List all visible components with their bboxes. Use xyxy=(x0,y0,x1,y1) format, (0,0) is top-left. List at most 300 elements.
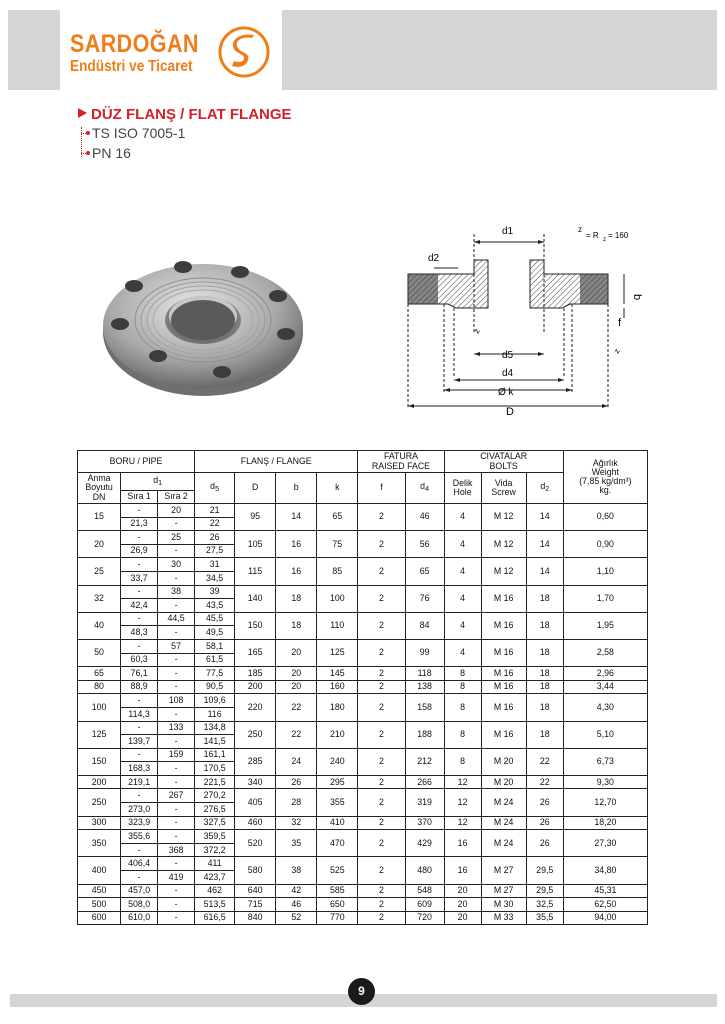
table-cell: 185 xyxy=(235,667,276,681)
table-cell: 423,7 xyxy=(195,871,235,885)
table-cell: 250 xyxy=(235,721,276,748)
table-cell: 20 xyxy=(444,911,481,925)
table-cell: 32 xyxy=(276,816,317,830)
table-cell: 65 xyxy=(78,667,121,681)
header-bolts: CIVATALAR BOLTS xyxy=(444,451,563,473)
table-cell: 266 xyxy=(405,775,444,789)
table-cell: - xyxy=(121,721,158,735)
table-cell: 640 xyxy=(235,884,276,898)
table-cell: - xyxy=(158,816,195,830)
table-cell: 16 xyxy=(276,558,317,585)
table-row xyxy=(78,857,648,871)
table-cell: 419 xyxy=(158,871,195,885)
table-cell: 8 xyxy=(444,680,481,694)
table-cell: 49,5 xyxy=(195,626,235,640)
table-cell: 20 xyxy=(78,531,121,558)
table-cell: 18 xyxy=(526,694,563,721)
table-cell: M 16 xyxy=(481,585,526,612)
header-dn: Anma Boyutu DN xyxy=(78,473,121,504)
table-cell: - xyxy=(158,517,195,531)
table-row xyxy=(78,830,648,844)
table-cell: 15 xyxy=(78,504,121,531)
table-cell: 2 xyxy=(358,911,405,925)
table-cell: 188 xyxy=(405,721,444,748)
table-cell: M 24 xyxy=(481,789,526,816)
table-cell: - xyxy=(121,585,158,599)
table-cell: - xyxy=(158,898,195,912)
table-cell: 35 xyxy=(276,830,317,857)
table-cell: 720 xyxy=(405,911,444,925)
table-cell: 8 xyxy=(444,748,481,775)
table-cell: 18,20 xyxy=(563,816,647,830)
table-cell: M 16 xyxy=(481,612,526,639)
table-cell: 26 xyxy=(526,816,563,830)
table-cell: 125 xyxy=(317,639,358,666)
table-cell: 57 xyxy=(158,639,195,653)
table-cell: 240 xyxy=(317,748,358,775)
table-cell: 21,3 xyxy=(121,517,158,531)
table-cell: 28 xyxy=(276,789,317,816)
table-cell: 88,9 xyxy=(121,680,158,694)
table-cell: 4 xyxy=(444,558,481,585)
flange-dimensions-table xyxy=(77,450,648,925)
table-cell: 2 xyxy=(358,694,405,721)
table-cell: 2 xyxy=(358,585,405,612)
table-cell: M 16 xyxy=(481,694,526,721)
table-cell: 212 xyxy=(405,748,444,775)
table-cell: 160 xyxy=(317,680,358,694)
table-row xyxy=(78,721,648,735)
table-cell: 4 xyxy=(444,504,481,531)
table-cell: 355,6 xyxy=(121,830,158,844)
table-cell: 0,90 xyxy=(563,531,647,558)
table-cell: 18 xyxy=(526,667,563,681)
triangle-bullet-icon xyxy=(78,108,87,118)
table-cell: 34,5 xyxy=(195,571,235,585)
header-f: f xyxy=(358,473,405,504)
table-cell: 180 xyxy=(317,694,358,721)
table-cell: 105 xyxy=(235,531,276,558)
svg-text:z: z xyxy=(471,327,482,335)
table-cell: 27,30 xyxy=(563,830,647,857)
table-cell: 25 xyxy=(78,558,121,585)
table-cell: 109,6 xyxy=(195,694,235,708)
table-cell: 2 xyxy=(358,789,405,816)
page-number: 9 xyxy=(348,978,375,1005)
table-cell: 2,96 xyxy=(563,667,647,681)
table-cell: 513,5 xyxy=(195,898,235,912)
table-cell: 50 xyxy=(78,639,121,666)
table-cell: 29,5 xyxy=(526,857,563,884)
table-cell: 38 xyxy=(276,857,317,884)
standard-item xyxy=(80,123,185,143)
label-rz-sub: z xyxy=(603,237,606,243)
table-cell: 220 xyxy=(235,694,276,721)
label-f: f xyxy=(618,317,622,329)
table-row xyxy=(78,748,648,762)
table-cell: 22 xyxy=(276,721,317,748)
table-cell: 20 xyxy=(158,504,195,518)
table-cell: 370 xyxy=(405,816,444,830)
table-cell: 2 xyxy=(358,816,405,830)
table-cell: - xyxy=(158,857,195,871)
table-cell: 9,30 xyxy=(563,775,647,789)
table-cell: 24 xyxy=(276,748,317,775)
table-cell: 38 xyxy=(158,585,195,599)
table-cell: 429 xyxy=(405,830,444,857)
header-b: b xyxy=(276,473,317,504)
table-cell: 75 xyxy=(317,531,358,558)
table-cell: 141,5 xyxy=(195,735,235,749)
table-row xyxy=(78,911,648,925)
table-cell: - xyxy=(121,871,158,885)
table-cell: M 27 xyxy=(481,857,526,884)
table-cell: 8 xyxy=(444,694,481,721)
table-cell: 12 xyxy=(444,775,481,789)
table-cell: 34,80 xyxy=(563,857,647,884)
table-cell: 21 xyxy=(195,504,235,518)
table-cell: 610,0 xyxy=(121,911,158,925)
table-cell: 200 xyxy=(78,775,121,789)
table-cell: 2 xyxy=(358,748,405,775)
table-cell: 2 xyxy=(358,639,405,666)
table-cell: 300 xyxy=(78,816,121,830)
table-cell: - xyxy=(158,830,195,844)
label-d2: d2 xyxy=(428,253,440,264)
table-cell: 90,5 xyxy=(195,680,235,694)
page-title xyxy=(78,106,292,123)
table-cell: 26 xyxy=(195,531,235,545)
table-cell: 2 xyxy=(358,531,405,558)
table-cell: 139,7 xyxy=(121,735,158,749)
table-row xyxy=(78,612,648,626)
table-cell: 150 xyxy=(78,748,121,775)
table-cell: 2 xyxy=(358,898,405,912)
page-title-text: DÜZ FLANŞ / FLAT FLANGE xyxy=(91,106,292,123)
table-cell: 400 xyxy=(78,857,121,884)
table-cell: 42 xyxy=(276,884,317,898)
table-cell: 4 xyxy=(444,585,481,612)
table-cell: 170,5 xyxy=(195,762,235,776)
table-cell: 295 xyxy=(317,775,358,789)
table-cell: 20 xyxy=(444,898,481,912)
table-cell: 650 xyxy=(317,898,358,912)
header-d2: $d_2$ xyxy=(526,473,563,504)
table-cell: 58,1 xyxy=(195,639,235,653)
table-cell: 2 xyxy=(358,775,405,789)
table-cell: - xyxy=(158,803,195,817)
table-cell: M 12 xyxy=(481,558,526,585)
table-cell: - xyxy=(121,694,158,708)
table-cell: 585 xyxy=(317,884,358,898)
table-cell: 40 xyxy=(78,612,121,639)
table-cell: 165 xyxy=(235,639,276,666)
label-rz: = R xyxy=(586,231,599,240)
table-cell: 20 xyxy=(276,667,317,681)
brand-logo-icon xyxy=(218,26,270,78)
table-cell: 267 xyxy=(158,789,195,803)
table-cell: 26 xyxy=(276,775,317,789)
table-cell: M 16 xyxy=(481,639,526,666)
table-cell: 405 xyxy=(235,789,276,816)
standard-item xyxy=(80,143,185,163)
table-cell: 168,3 xyxy=(121,762,158,776)
table-cell: 18 xyxy=(276,612,317,639)
table-cell: 368 xyxy=(158,843,195,857)
brand-name: SARDOĞAN xyxy=(70,30,199,58)
table-row xyxy=(78,816,648,830)
table-cell: 43,5 xyxy=(195,599,235,613)
table-cell: 65 xyxy=(405,558,444,585)
table-cell: 12 xyxy=(444,816,481,830)
table-cell: 406,4 xyxy=(121,857,158,871)
table-cell: M 16 xyxy=(481,721,526,748)
table-cell: 200 xyxy=(235,680,276,694)
table-cell: 26 xyxy=(526,830,563,857)
table-cell: 16 xyxy=(444,830,481,857)
table-cell: 616,5 xyxy=(195,911,235,925)
table-cell: 27,5 xyxy=(195,544,235,558)
table-cell: 0,60 xyxy=(563,504,647,531)
table-cell: - xyxy=(158,653,195,667)
header-flange: FLANŞ / FLANGE xyxy=(195,451,358,473)
table-cell: 18 xyxy=(526,680,563,694)
table-cell: 16 xyxy=(276,531,317,558)
table-cell: 95 xyxy=(235,504,276,531)
label-d4: d4 xyxy=(502,368,514,379)
table-cell: 20 xyxy=(276,639,317,666)
table-cell: 115 xyxy=(235,558,276,585)
table-cell: M 30 xyxy=(481,898,526,912)
table-cell: 462 xyxy=(195,884,235,898)
label-D: D xyxy=(506,406,514,418)
table-cell: 580 xyxy=(235,857,276,884)
table-row xyxy=(78,667,648,681)
header-d4: $d_4$ xyxy=(405,473,444,504)
table-cell: - xyxy=(158,762,195,776)
table-cell: - xyxy=(121,843,158,857)
table-cell: 35,5 xyxy=(526,911,563,925)
table-row xyxy=(78,680,648,694)
table-cell: 323,9 xyxy=(121,816,158,830)
table-cell: 158 xyxy=(405,694,444,721)
table-cell: 2 xyxy=(358,884,405,898)
label-k: Ø k xyxy=(498,387,514,398)
table-cell: 457,0 xyxy=(121,884,158,898)
label-d5: d5 xyxy=(502,350,514,361)
table-cell: - xyxy=(158,626,195,640)
table-cell: 16 xyxy=(444,857,481,884)
table-cell: - xyxy=(121,639,158,653)
table-cell: 85 xyxy=(317,558,358,585)
table-row xyxy=(78,898,648,912)
table-cell: 500 xyxy=(78,898,121,912)
table-cell: 46 xyxy=(405,504,444,531)
header-weight: Ağırlık Weight (7,85 kg/dm³) kg. xyxy=(563,451,647,504)
table-cell: 2 xyxy=(358,857,405,884)
table-row xyxy=(78,531,648,545)
table-cell: 133 xyxy=(158,721,195,735)
table-cell: 609 xyxy=(405,898,444,912)
table-cell: 12,70 xyxy=(563,789,647,816)
table-cell: 14 xyxy=(526,504,563,531)
standard-text: TS ISO 7005-1 xyxy=(92,125,186,141)
table-cell: 48,3 xyxy=(121,626,158,640)
table-cell: 18 xyxy=(526,612,563,639)
table-cell: 14 xyxy=(526,558,563,585)
header-pipe: BORU / PIPE xyxy=(78,451,195,473)
table-row xyxy=(78,789,648,803)
table-cell: 1,95 xyxy=(563,612,647,639)
table-cell: M 12 xyxy=(481,531,526,558)
table-cell: 355 xyxy=(317,789,358,816)
table-cell: 2 xyxy=(358,558,405,585)
table-cell: 525 xyxy=(317,857,358,884)
table-cell: 42,4 xyxy=(121,599,158,613)
table-cell: 221,5 xyxy=(195,775,235,789)
header-band-right xyxy=(282,10,717,90)
table-cell: 548 xyxy=(405,884,444,898)
table-cell: - xyxy=(158,599,195,613)
brand-logo-text xyxy=(70,30,220,76)
table-cell: 1,10 xyxy=(563,558,647,585)
table-cell: 65 xyxy=(317,504,358,531)
table-cell: 32 xyxy=(78,585,121,612)
header-hole: Delik Hole xyxy=(444,473,481,504)
header-d5: $d_5$ xyxy=(195,473,235,504)
table-cell: 22 xyxy=(526,748,563,775)
table-cell: 45,5 xyxy=(195,612,235,626)
table-cell: 30 xyxy=(158,558,195,572)
table-cell: - xyxy=(158,911,195,925)
table-cell: 118 xyxy=(405,667,444,681)
table-cell: - xyxy=(158,775,195,789)
table-cell: 76,1 xyxy=(121,667,158,681)
table-cell: 270,2 xyxy=(195,789,235,803)
table-cell: 18 xyxy=(526,639,563,666)
header-band-left xyxy=(8,10,60,90)
table-cell: 2 xyxy=(358,612,405,639)
table-cell: 600 xyxy=(78,911,121,925)
table-cell: 520 xyxy=(235,830,276,857)
table-cell: M 20 xyxy=(481,775,526,789)
header-screw: Vida Screw xyxy=(481,473,526,504)
table-cell: 80 xyxy=(78,680,121,694)
header-d1: $d_1$ xyxy=(121,473,195,491)
table-cell: 20 xyxy=(276,680,317,694)
table-cell: 99 xyxy=(405,639,444,666)
flange-photo xyxy=(100,250,310,400)
table-cell: 340 xyxy=(235,775,276,789)
table-cell: 715 xyxy=(235,898,276,912)
table-cell: 319 xyxy=(405,789,444,816)
table-cell: 26,9 xyxy=(121,544,158,558)
table-cell: 12 xyxy=(444,789,481,816)
table-cell: 480 xyxy=(405,857,444,884)
table-cell: 508,0 xyxy=(121,898,158,912)
label-b: b xyxy=(631,294,643,301)
table-cell: 61,5 xyxy=(195,653,235,667)
table-cell: 840 xyxy=(235,911,276,925)
table-cell: 5,10 xyxy=(563,721,647,748)
table-cell: 22 xyxy=(195,517,235,531)
table-cell: 76 xyxy=(405,585,444,612)
table-cell: - xyxy=(158,680,195,694)
table-cell: 2 xyxy=(358,667,405,681)
table-cell: 327,5 xyxy=(195,816,235,830)
table-cell: 470 xyxy=(317,830,358,857)
table-cell: 46 xyxy=(276,898,317,912)
table-cell: 14 xyxy=(276,504,317,531)
header-D: D xyxy=(235,473,276,504)
table-cell: 219,1 xyxy=(121,775,158,789)
table-cell: 140 xyxy=(235,585,276,612)
table-cell: 770 xyxy=(317,911,358,925)
table-cell: 62,50 xyxy=(563,898,647,912)
table-cell: 22 xyxy=(276,694,317,721)
table-row xyxy=(78,639,648,653)
header-sira2: Sıra 2 xyxy=(158,491,195,504)
table-cell: 2,58 xyxy=(563,639,647,666)
table-cell: - xyxy=(158,735,195,749)
table-cell: 273,0 xyxy=(121,803,158,817)
table-cell: M 20 xyxy=(481,748,526,775)
table-cell: - xyxy=(121,504,158,518)
table-cell: M 24 xyxy=(481,830,526,857)
label-d1: d1 xyxy=(502,226,514,237)
table-row xyxy=(78,775,648,789)
table-cell: 8 xyxy=(444,667,481,681)
table-cell: 1,70 xyxy=(563,585,647,612)
table-row xyxy=(78,884,648,898)
table-cell: 350 xyxy=(78,830,121,857)
table-cell: M 16 xyxy=(481,680,526,694)
table-cell: 45,31 xyxy=(563,884,647,898)
table-cell: 4 xyxy=(444,639,481,666)
table-cell: - xyxy=(158,884,195,898)
table-cell: 56 xyxy=(405,531,444,558)
table-cell: - xyxy=(158,707,195,721)
table-cell: - xyxy=(158,667,195,681)
table-cell: 250 xyxy=(78,789,121,816)
table-cell: 18 xyxy=(526,585,563,612)
table-cell: 145 xyxy=(317,667,358,681)
table-cell: 94,00 xyxy=(563,911,647,925)
brand-subtitle: Endüstri ve Ticaret xyxy=(70,58,193,75)
table-cell: 26 xyxy=(526,789,563,816)
header-sira1: Sıra 1 xyxy=(121,491,158,504)
table-cell: 125 xyxy=(78,721,121,748)
table-cell: 2 xyxy=(358,721,405,748)
table-cell: 116 xyxy=(195,707,235,721)
standard-text: PN 16 xyxy=(92,145,131,161)
table-cell: 372,2 xyxy=(195,843,235,857)
table-cell: 25 xyxy=(158,531,195,545)
table-cell: M 27 xyxy=(481,884,526,898)
table-cell: 161,1 xyxy=(195,748,235,762)
table-cell: 4 xyxy=(444,612,481,639)
table-cell: 52 xyxy=(276,911,317,925)
table-cell: 8 xyxy=(444,721,481,748)
table-cell: M 33 xyxy=(481,911,526,925)
table-cell: - xyxy=(121,789,158,803)
table-cell: - xyxy=(121,531,158,545)
header-k: k xyxy=(317,473,358,504)
table-cell: - xyxy=(158,544,195,558)
table-cell: 411 xyxy=(195,857,235,871)
table-cell: 2 xyxy=(358,830,405,857)
table-cell: - xyxy=(121,612,158,626)
